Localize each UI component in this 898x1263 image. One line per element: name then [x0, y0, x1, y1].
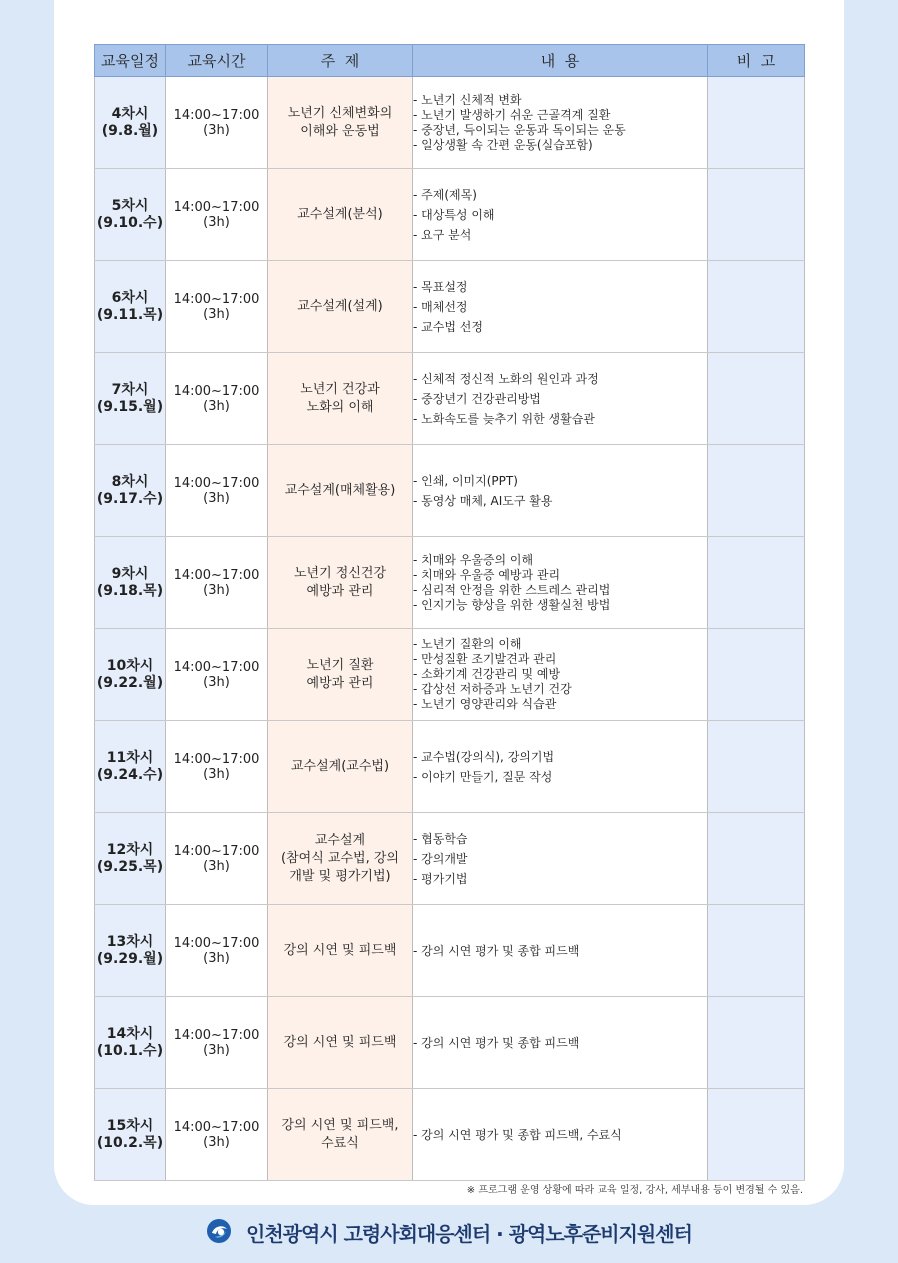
- session-cell: [95, 997, 166, 1089]
- table-row: [95, 445, 805, 537]
- time-cell: [166, 1089, 268, 1181]
- content-cell: [413, 537, 708, 629]
- content-item: - 주제(제목): [413, 187, 477, 202]
- time-cell: [166, 537, 268, 629]
- content-item: - 강의 시연 평가 및 종합 피드백: [413, 1035, 580, 1050]
- content-item: - 소화기계 건강관리 및 예방: [413, 667, 561, 681]
- content-cell: [413, 1089, 708, 1181]
- table-row: [95, 813, 805, 905]
- time-range: 14:00~17:00: [173, 843, 260, 859]
- header-schedule: 교육일정: [95, 45, 166, 77]
- content-item: - 강의개발: [413, 851, 468, 866]
- note-cell: [708, 261, 805, 353]
- content-item: - 이야기 만들기, 질문 작성: [413, 769, 553, 784]
- session-cell: [95, 169, 166, 261]
- topic-text: 노년기 질환 예방과 관리: [306, 657, 374, 691]
- content-item: - 노년기 영양관리와 식습관: [413, 697, 557, 711]
- swirl-logo-icon: [206, 1218, 232, 1244]
- header-topic: 주 제: [268, 45, 413, 77]
- time-range: 14:00~17:00: [173, 107, 260, 123]
- content-item: - 평가기법: [413, 871, 468, 886]
- table-row: [95, 537, 805, 629]
- time-cell: [166, 77, 268, 169]
- time-cell: [166, 261, 268, 353]
- session-cell: [95, 629, 166, 721]
- topic-text: 강의 시연 및 피드백: [283, 1034, 397, 1050]
- session-cell: [95, 721, 166, 813]
- time-range: 14:00~17:00: [173, 935, 260, 951]
- session-date: (9.10.수): [96, 214, 164, 231]
- content-item: - 중장년, 득이되는 운동과 독이되는 운동: [413, 122, 626, 137]
- session-number: 8차시: [111, 473, 149, 490]
- note-cell: [708, 1089, 805, 1181]
- content-cell: [413, 905, 708, 997]
- session-date: (10.1.수): [96, 1042, 164, 1059]
- time-range: 14:00~17:00: [173, 1027, 260, 1043]
- time-duration: (3h): [203, 950, 230, 966]
- note-cell: [708, 445, 805, 537]
- table-row: [95, 997, 805, 1089]
- session-date: (9.11.목): [96, 306, 164, 323]
- session-number: 9차시: [111, 565, 149, 582]
- content-item: - 신체적 정신적 노화의 원인과 과정: [413, 371, 599, 386]
- session-number: 15차시: [106, 1117, 154, 1134]
- content-item: - 치매와 우울증 예방과 관리: [413, 567, 561, 582]
- note-cell: [708, 77, 805, 169]
- topic-text: 교수설계(매체활용): [284, 482, 396, 498]
- session-cell: [95, 77, 166, 169]
- table-row: [95, 1089, 805, 1181]
- session-date: (9.15.월): [96, 398, 164, 415]
- session-number: 12차시: [106, 841, 154, 858]
- time-cell: [166, 813, 268, 905]
- footer: [0, 1218, 898, 1247]
- time-range: 14:00~17:00: [173, 383, 260, 399]
- content-item: - 심리적 안정을 위한 스트레스 관리법: [413, 582, 611, 597]
- schedule-table: [94, 44, 805, 1181]
- topic-text: 강의 시연 및 피드백, 수료식: [281, 1117, 399, 1151]
- session-number: 7차시: [111, 381, 149, 398]
- content-cell: [413, 353, 708, 445]
- topic-cell: [268, 629, 413, 721]
- time-duration: (3h): [203, 766, 230, 782]
- session-cell: [95, 1089, 166, 1181]
- session-date: (9.22.월): [96, 674, 164, 691]
- session-cell: [95, 537, 166, 629]
- time-duration: (3h): [203, 214, 230, 230]
- content-item: - 동영상 매체, AI도구 활용: [413, 493, 553, 508]
- content-cell: [413, 721, 708, 813]
- content-item: - 노년기 질환의 이해: [413, 637, 522, 651]
- time-duration: (3h): [203, 306, 230, 322]
- content-cell: [413, 629, 708, 721]
- time-cell: [166, 445, 268, 537]
- note-cell: [708, 537, 805, 629]
- content-item: - 노화속도를 늦추기 위한 생활습관: [413, 411, 595, 426]
- topic-cell: [268, 445, 413, 537]
- content-cell: [413, 813, 708, 905]
- time-range: 14:00~17:00: [173, 659, 260, 675]
- time-duration: (3h): [203, 398, 230, 414]
- session-cell: [95, 813, 166, 905]
- content-item: - 목표설정: [413, 279, 468, 294]
- schedule-card: [54, 0, 844, 1205]
- session-date: (9.24.수): [96, 766, 164, 783]
- topic-cell: [268, 169, 413, 261]
- content-item: - 매체선정: [413, 299, 468, 314]
- content-item: - 만성질환 조기발견과 관리: [413, 652, 557, 666]
- content-item: - 노년기 발생하기 쉬운 근골격계 질환: [413, 107, 611, 122]
- table-header-row: [95, 45, 805, 77]
- topic-text: 노년기 건강과 노화의 이해: [300, 381, 380, 415]
- time-duration: (3h): [203, 1134, 230, 1150]
- table-row: [95, 261, 805, 353]
- time-cell: [166, 721, 268, 813]
- topic-cell: [268, 813, 413, 905]
- session-date: (9.18.목): [96, 582, 164, 599]
- session-number: 4차시: [111, 105, 149, 122]
- time-duration: (3h): [203, 582, 230, 598]
- time-cell: [166, 353, 268, 445]
- session-number: 6차시: [111, 289, 149, 306]
- note-cell: [708, 353, 805, 445]
- header-time: 교육시간: [166, 45, 268, 77]
- table-body: [95, 77, 805, 1181]
- topic-cell: [268, 261, 413, 353]
- time-range: 14:00~17:00: [173, 751, 260, 767]
- content-cell: [413, 997, 708, 1089]
- session-date: (9.29.월): [96, 950, 164, 967]
- session-number: 5차시: [111, 197, 149, 214]
- content-item: - 노년기 신체적 변화: [413, 92, 522, 107]
- topic-cell: [268, 537, 413, 629]
- time-cell: [166, 629, 268, 721]
- session-number: 14차시: [106, 1025, 154, 1042]
- time-range: 14:00~17:00: [173, 475, 260, 491]
- time-duration: (3h): [203, 674, 230, 690]
- table-row: [95, 721, 805, 813]
- time-range: 14:00~17:00: [173, 199, 260, 215]
- topic-text: 교수설계 (참여식 교수법, 강의 개발 및 평가기법): [281, 832, 399, 884]
- time-duration: (3h): [203, 490, 230, 506]
- topic-text: 강의 시연 및 피드백: [283, 942, 397, 958]
- content-item: - 대상특성 이해: [413, 207, 495, 222]
- note-cell: [708, 721, 805, 813]
- content-item: - 교수법 선정: [413, 319, 483, 334]
- table-row: [95, 905, 805, 997]
- table-row: [95, 77, 805, 169]
- table-row: [95, 353, 805, 445]
- header-content: 내 용: [413, 45, 708, 77]
- footer-org-name: 인천광역시 고령사회대응센터 · 광역노후준비지원센터: [246, 1222, 692, 1246]
- footnote: ※ 프로그램 운영 상황에 따라 교육 일정, 강사, 세부내용 등이 변경될 수 있음.: [466, 1185, 803, 1196]
- content-cell: [413, 261, 708, 353]
- topic-cell: [268, 353, 413, 445]
- time-duration: (3h): [203, 1042, 230, 1058]
- time-cell: [166, 905, 268, 997]
- time-range: 14:00~17:00: [173, 1119, 260, 1135]
- topic-cell: [268, 1089, 413, 1181]
- note-cell: [708, 905, 805, 997]
- session-cell: [95, 445, 166, 537]
- header-note: 비 고: [708, 45, 805, 77]
- topic-text: 노년기 신체변화의 이해와 운동법: [287, 105, 393, 139]
- content-item: - 중장년기 건강관리방법: [413, 391, 541, 406]
- content-item: - 요구 분석: [413, 227, 472, 242]
- content-cell: [413, 77, 708, 169]
- note-cell: [708, 629, 805, 721]
- session-date: (9.25.목): [96, 858, 164, 875]
- content-cell: [413, 445, 708, 537]
- session-date: (9.8.월): [101, 122, 159, 139]
- content-cell: [413, 169, 708, 261]
- session-number: 13차시: [106, 933, 154, 950]
- session-cell: [95, 261, 166, 353]
- content-item: - 교수법(강의식), 강의기법: [413, 749, 555, 764]
- topic-text: 교수설계(설계): [297, 298, 383, 314]
- time-range: 14:00~17:00: [173, 291, 260, 307]
- session-date: (9.17.수): [96, 490, 164, 507]
- session-number: 11차시: [106, 749, 154, 766]
- content-item: - 강의 시연 평가 및 종합 피드백, 수료식: [413, 1127, 622, 1142]
- topic-cell: [268, 721, 413, 813]
- session-cell: [95, 353, 166, 445]
- content-item: - 협동학습: [413, 831, 468, 846]
- topic-text: 노년기 정신건강 예방과 관리: [293, 565, 387, 599]
- table-row: [95, 629, 805, 721]
- topic-cell: [268, 905, 413, 997]
- time-duration: (3h): [203, 858, 230, 874]
- content-item: - 인쇄, 이미지(PPT): [413, 473, 518, 488]
- content-item: - 갑상선 저하증과 노년기 건강: [413, 682, 572, 696]
- time-cell: [166, 169, 268, 261]
- topic-cell: [268, 997, 413, 1089]
- content-item: - 인지기능 향상을 위한 생활실천 방법: [413, 597, 611, 612]
- table-row: [95, 169, 805, 261]
- session-number: 10차시: [106, 657, 154, 674]
- time-duration: (3h): [203, 122, 230, 138]
- topic-text: 교수설계(분석): [297, 206, 383, 222]
- time-range: 14:00~17:00: [173, 567, 260, 583]
- note-cell: [708, 169, 805, 261]
- content-item: - 일상생활 속 간편 운동(실습포함): [413, 137, 593, 152]
- session-date: (10.2.목): [96, 1134, 164, 1151]
- note-cell: [708, 997, 805, 1089]
- note-cell: [708, 813, 805, 905]
- time-cell: [166, 997, 268, 1089]
- topic-text: 교수설계(교수법): [290, 758, 390, 774]
- content-item: - 강의 시연 평가 및 종합 피드백: [413, 943, 580, 958]
- topic-cell: [268, 77, 413, 169]
- content-item: - 치매와 우울증의 이해: [413, 552, 534, 567]
- session-cell: [95, 905, 166, 997]
